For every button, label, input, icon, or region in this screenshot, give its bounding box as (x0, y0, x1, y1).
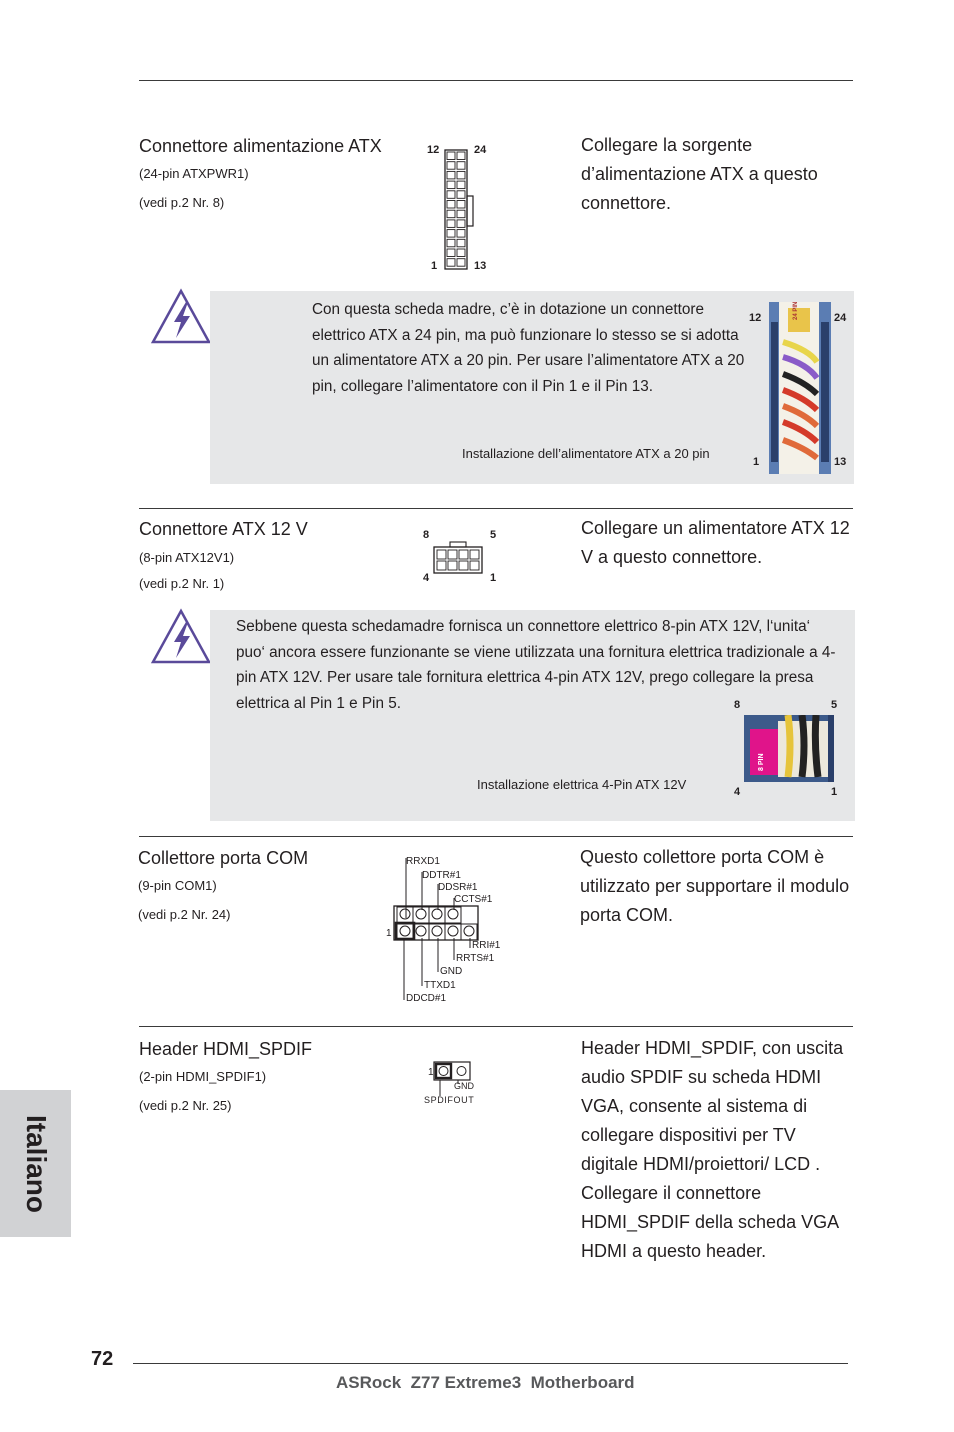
atx24-pin (447, 239, 455, 247)
language-tab-label: Italiano (20, 1114, 52, 1213)
atx12-pin (437, 561, 446, 570)
com-pin (448, 909, 458, 919)
atx24-pin (447, 259, 455, 267)
atx24-pin (447, 230, 455, 238)
com-pin (432, 926, 442, 936)
atx12-pin-8: 8 (423, 529, 430, 541)
note-atx20-pin-13: 13 (834, 456, 847, 468)
page-number: 72 (91, 1348, 114, 1370)
com-pin (448, 926, 458, 936)
section-rule (139, 508, 853, 509)
atx24-pin (457, 210, 465, 218)
hdmi-pin1-label: 1 (428, 1067, 434, 1078)
com-pin (432, 909, 442, 919)
com-pin (416, 926, 426, 936)
com-signal-rrts1: RRTS#1 (456, 953, 495, 964)
atx24-pin (457, 201, 465, 209)
atx24-pin (447, 171, 455, 179)
language-tab (0, 1090, 71, 1237)
hdmi-gnd-label: GND (454, 1081, 474, 1091)
atx12-connector-diagram (432, 540, 484, 576)
atx24-title: Connettore alimentazione ATX (139, 136, 382, 156)
top-rule (139, 80, 853, 81)
com-desc: Questo collettore porta COM è utilizzato per supportare il modulo porta COM. (580, 847, 850, 925)
atx24-pin (457, 181, 465, 189)
atx24-pin (447, 152, 455, 160)
note-atx20-text: Con questa scheda madre, c’è in dotazione un connettore elettrico ATX a 24 pin, ma può funzionare lo stesso se si adotta un alimentatore ATX a 20 pin. Per usare l’alimentatore ATX a 20 pin, collegare l’alimentatore con il Pin 1 e il Pin 13. (312, 301, 745, 395)
atx12-install-photo (744, 715, 834, 782)
note-atx12-pin-5: 5 (831, 699, 838, 711)
atx12-pin (459, 561, 468, 570)
hdmi-title: Header HDMI_SPDIF (139, 1039, 313, 1059)
atx20-photo-art (769, 302, 831, 474)
com-signal-ccts1: CCTS#1 (454, 894, 493, 905)
atx24-pin (457, 239, 465, 247)
com-ref: (vedi p.2 Nr. 24) (138, 907, 231, 922)
footer-rule (133, 1363, 848, 1364)
warning-icon (150, 608, 212, 666)
atx12-pin (448, 561, 457, 570)
com-signal-rrxd1: RRXD1 (406, 856, 440, 867)
atx24-pin (457, 220, 465, 228)
warning-icon (150, 288, 212, 346)
note-atx20-pin-24: 24 (834, 312, 847, 324)
atx24-pin (447, 162, 455, 170)
atx24-pin (457, 171, 465, 179)
com-header-diagram (384, 852, 514, 1004)
atx24-pin (447, 220, 455, 228)
com-title: Collettore porta COM (138, 848, 309, 868)
note-atx20-pin-1: 1 (753, 456, 760, 468)
atx24-pin (457, 249, 465, 257)
atx20-install-photo (769, 302, 831, 474)
com-pin (400, 926, 410, 936)
note-atx12-caption: Installazione elettrica 4-Pin ATX 12V (477, 777, 687, 792)
atx12-photo-art (744, 715, 834, 782)
atx12-pin (437, 550, 446, 559)
hdmi-spdif-diagram (424, 1058, 494, 1108)
atx12-ref: (vedi p.2 Nr. 1) (139, 576, 225, 591)
hdmi-ref: (vedi p.2 Nr. 25) (139, 1098, 232, 1113)
atx24-pin (457, 152, 465, 160)
atx24-pins: (24-pin ATXPWR1) (139, 166, 249, 181)
note-atx20-caption: Installazione dell’alimentatore ATX a 20 pin (462, 446, 710, 461)
atx24-pin (447, 181, 455, 189)
hdmi-spdifout-label: SPDIFOUT (424, 1095, 475, 1105)
note-atx12-4pin (210, 610, 855, 821)
atx24-pin (447, 191, 455, 199)
note-atx12-pin-1: 1 (831, 786, 838, 798)
atx24-pin-13: 13 (474, 260, 487, 272)
atx24-pin-12: 12 (427, 144, 440, 156)
atx24-pin (447, 201, 455, 209)
atx24-pin (447, 249, 455, 257)
com-pins: (9-pin COM1) (138, 878, 217, 893)
atx12-pin-1: 1 (490, 572, 497, 584)
atx12-pin (470, 561, 479, 570)
note-atx12-pin-8: 8 (734, 699, 741, 711)
footer-title: ASRock Z77 Extreme3 Motherboard (336, 1373, 635, 1392)
atx24-pin (457, 259, 465, 267)
atx24-pin (447, 210, 455, 218)
atx12-pins: (8-pin ATX12V1) (139, 550, 235, 565)
section-rule (139, 836, 853, 837)
atx12-title: Connettore ATX 12 V (139, 519, 308, 539)
atx12-pin (448, 550, 457, 559)
atx12-pin-5: 5 (490, 529, 497, 541)
atx24-desc: Collegare la sorgente d’alimentazione ATX a questo connettore. (581, 135, 818, 213)
com-signal-ddtr1: DDTR#1 (422, 870, 461, 881)
atx24-pin (457, 230, 465, 238)
com-pin1-label: 1 (386, 928, 392, 939)
note-atx20-pin-12: 12 (749, 312, 762, 324)
com-pin (416, 909, 426, 919)
atx24-pin-1: 1 (431, 260, 438, 272)
note-atx20 (210, 291, 854, 484)
atx24-connector-diagram (440, 148, 480, 272)
atx12-pin (470, 550, 479, 559)
atx20-photo-label: 24 PIN (793, 302, 799, 320)
com-signal-ttxd1: TTXD1 (424, 980, 456, 991)
hdmi-pins: (2-pin HDMI_SPDIF1) (139, 1069, 267, 1084)
section-rule (139, 1026, 853, 1027)
atx12-pin-4: 4 (423, 572, 430, 584)
atx12-desc: Collegare un alimentatore ATX 12 V a questo connettore. (581, 518, 850, 567)
hdmi-desc: Header HDMI_SPDIF, con uscita audio SPDIF su scheda HDMI VGA, consente al sistema di collegare dispositivi per TV digitale HDMI/proiettori/ LCD . Collegare il connettore HDMI_SPDIF della scheda VGA HDMI a questo header. (581, 1038, 844, 1261)
atx12-photo-label: 8 PIN (758, 753, 765, 771)
com-pin (400, 909, 410, 919)
atx24-ref: (vedi p.2 Nr. 8) (139, 195, 225, 210)
atx24-pin-24: 24 (474, 144, 487, 156)
note-atx12-pin-4: 4 (734, 786, 741, 798)
com-signal-ddsr1: DDSR#1 (438, 882, 478, 893)
com-signal-gnd: GND (440, 966, 463, 977)
atx24-pin (457, 162, 465, 170)
com-signal-ddcd1: DDCD#1 (406, 993, 447, 1004)
com-pin (464, 926, 474, 936)
note-atx12-text: Sebbene questa schedamadre fornisca un connettore elettrico 8-pin ATX 12V, l‘unita‘ puo‘ ancora essere funzionante se viene utilizzata una fornitura elettrica tradizionale a 4-pin ATX 12V. Per usare tale fornitura elettrica 4-pin ATX 12V, prego collegare la presa elettrica al Pin 1 e Pin 5. (236, 618, 836, 712)
com-signal-rri1: RRI#1 (472, 940, 501, 951)
atx24-pin (457, 191, 465, 199)
atx12-pin (459, 550, 468, 559)
